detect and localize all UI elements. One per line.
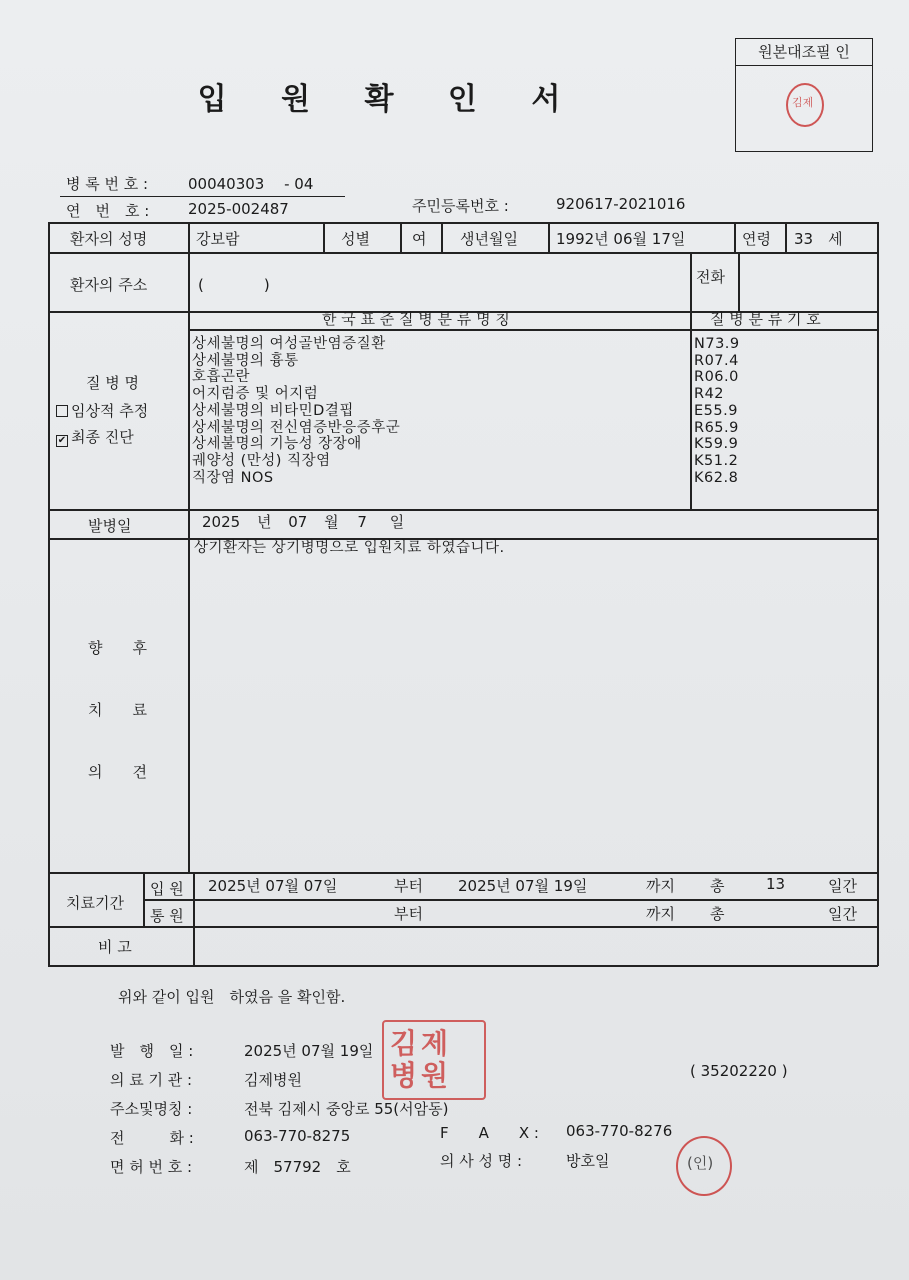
diagnosis-name: 호흡곤란 [192,369,251,386]
outpatient-total-word: 총 [710,905,725,923]
age-value: 33 세 [794,230,843,248]
license-label: 면 허 번 호 : [110,1158,193,1176]
checkbox-checked-icon: ✔ [57,435,67,446]
hospital-seal-text: 김제병원 [390,1027,453,1092]
confirmation-text: 위와 같이 입원 하였음 을 확인함. [118,988,346,1006]
phone-label: 전화 [696,268,725,286]
diagnosis-code: R07.4 [694,352,739,369]
onset-day-unit: 일 [389,513,405,531]
onset-year-unit: 년 [256,513,272,531]
diagnosis-code: K51.2 [694,452,739,469]
birth-date-label: 생년월일 [460,230,518,248]
diagnosis-label: 질 병 명 [86,374,140,392]
onset-day: 7 [357,513,367,531]
diagnosis-code: E55.9 [694,402,738,419]
verification-stamp-text: 김제 [792,96,814,109]
address-name-value: 전북 김제시 중앙로 55(서암동) [244,1100,449,1118]
outpatient-from-word: 부터 [394,905,423,923]
opinion-label-line1: 향 후 [88,639,147,657]
option-clinical-label: 임상적 추정 [71,402,149,420]
outpatient-to-word: 까지 [646,905,675,923]
institution-label: 의 료 기 관 : [110,1071,193,1089]
issue-date-value: 2025년 07월 19일 [244,1042,374,1060]
diagnosis-code: R06.0 [694,369,739,386]
issue-date-label: 발 행 일 : [110,1042,194,1060]
record-number-label: 병 록 번 호 : [66,175,149,193]
record-number-value: 00040303 - 04 [188,175,314,193]
inpatient-to-word: 까지 [646,877,675,895]
outpatient-label: 통 원 [150,907,184,925]
opinion-label-line2: 치 료 [88,701,147,719]
doctor-name-value: 방호일 [566,1152,610,1170]
birth-date-value: 1992년 06월 17일 [556,230,686,248]
option-final-label: 최종 진단 [71,428,134,446]
diagnosis-name: 상세불명의 여성골반염증질환 [192,336,386,352]
doctor-seal [676,1136,732,1196]
treatment-period-label: 치료기간 [66,894,124,912]
kcd-name-header: 한 국 표 준 질 병 분 류 명 칭 [322,310,510,328]
address-value: ( ) [198,276,270,294]
onset-month: 07 [288,513,308,531]
address-name-label: 주소및명칭 : [110,1100,193,1118]
diagnosis-code: R42 [694,386,725,403]
inpatient-from-date: 2025년 07월 07일 [208,877,338,895]
inpatient-from-word: 부터 [394,877,423,895]
diagnosis-name: 상세불명의 흉통 [192,352,299,369]
resident-number-label: 주민등록번호 : [412,197,509,215]
opinion-text: 상기환자는 상기병명으로 입원치료 하였습니다. [194,540,505,556]
diagnosis-code: K62.8 [694,469,739,486]
serial-number-value: 2025-002487 [188,200,289,218]
kcd-code-header: 질 병 분 류 기 호 [710,310,821,328]
address-label: 환자의 주소 [70,276,148,294]
telephone-value: 063-770-8275 [244,1127,351,1145]
onset-label: 발병일 [88,517,132,535]
option-clinical-estimate [56,400,148,421]
outpatient-days-unit: 일간 [828,905,857,923]
telephone-label: 전 화 : [110,1129,194,1147]
inpatient-total-word: 총 [710,877,725,895]
inpatient-days-unit: 일간 [828,877,857,895]
verification-box-header: 원본대조필 인 [736,39,872,66]
onset-year: 2025 [202,513,241,531]
license-value: 제 57792 호 [244,1158,351,1176]
sex-value: 여 [412,230,427,248]
hospital-seal [382,1020,486,1100]
option-final-diagnosis [56,426,134,447]
fax-label: F A X : [440,1124,539,1142]
record-number-row [60,172,345,197]
certificate-table [48,222,878,966]
remarks-label: 비 고 [98,938,132,956]
fax-value: 063-770-8276 [566,1122,673,1140]
doctor-name-label: 의 사 성 명 : [440,1152,523,1170]
doctor-seal-text: (인) [687,1154,714,1172]
original-verification-box [735,38,873,152]
inpatient-to-date: 2025년 07월 19일 [458,877,588,895]
diagnosis-code: N73.9 [694,336,740,352]
diagnosis-name: 상세불명의 전신염증반응증후군 [192,419,401,436]
serial-number-label: 연 번 호 : [66,202,150,220]
diagnosis-code: R65.9 [694,419,739,436]
opinion-label-line3: 의 견 [88,763,147,781]
institution-value: 김제병원 [244,1071,302,1089]
diagnosis-code-list [694,336,740,486]
patient-name-value: 강보람 [196,230,240,248]
diagnosis-name: 상세불명의 비타민D결핍 [192,402,354,419]
resident-number-value: 920617-2021016 [556,195,686,213]
institution-code: ( 35202220 ) [690,1062,788,1080]
diagnosis-name-list [192,336,400,486]
onset-month-unit: 월 [324,513,339,531]
document-title: 입 원 확 인 서 [197,82,583,117]
inpatient-label: 입 원 [150,880,184,898]
diagnosis-name: 직장염 NOS [192,469,274,486]
onset-date [202,511,404,532]
verification-stamp [786,83,824,127]
sex-label: 성별 [341,230,370,248]
inpatient-days: 13 [766,875,786,893]
patient-name-label: 환자의 성명 [70,230,148,248]
diagnosis-name: 상세불명의 기능성 장장애 [192,436,362,453]
diagnosis-code: K59.9 [694,436,739,453]
diagnosis-name: 궤양성 (만성) 직장염 [192,452,331,469]
serial-number-row [60,199,345,224]
checkbox-unchecked-icon [56,405,68,417]
diagnosis-name: 어지럼증 및 어지럼 [192,386,319,403]
age-label: 연령 [742,230,771,248]
